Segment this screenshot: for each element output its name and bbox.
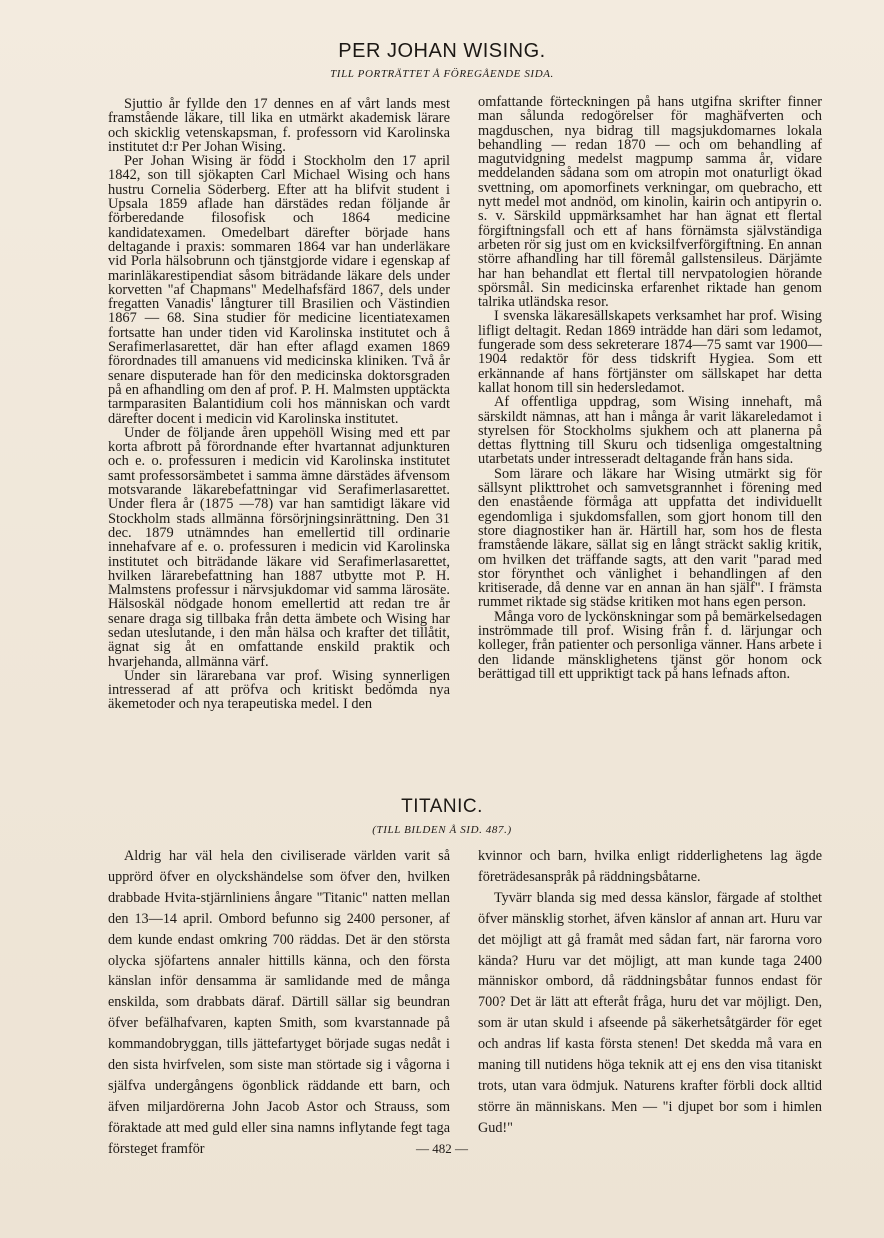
article-title-wising: PER JOHAN WISING. [338,40,546,62]
paragraph: Som lärare och läkare har Wising utmärkt sig för sällsynt plikttrohet och samvetsgrannhet i förening med den enastående förmåga att uppfatta det individuellt egendomliga i sjukdomsfallen, som gjort honom till den store diagnostiker han är. Härtill har, som hos de flesta framstående läkare, sällat sig en långt sträckt saklig kritik, om hvilken det träffande sagts, att den varit "parad med stor förynthet och vänlighet i behandlingen af den kritiserade, då denne var en annan än han själf". I främsta rummet riktade sig städse kritiken mot hans egen person. [478,465,822,611]
paragraph: Sjuttio år fyllde den 17 dennes en af vårt lands mest framstående läkare, till lika en utmärkt akademisk lärare och skicklig vetenskapsman, f. professorn vid Karolinska institutet d:r Per Johan Wising. [108,96,450,155]
article-title-titanic: TITANIC. [401,796,483,817]
paragraph: I svenska läkaresällskapets verksamhet har prof. Wising lifligt deltagit. Redan 1869 inträdde han däri som ledamot, fungerade som dess sekreterare 1874—75 samt var 1900—1904 redaktör för dess tidskrift Hygiea. Som ett erkännande af hans förtjänster om sällskapet har detta kallat honom till sin hedersledamot. [478,308,822,396]
paragraph: Tyvärr blanda sig med dessa känslor, färgade af stolthet öfver mänsklig storhet, äfven känslor af annan art. Huru var det möjligt att gå framåt med sådan fart, när farorna voro kända? Huru var det möjligt, att man kunde taga 2400 människor ombord, då räddningsbåtar funnos endast för 700? Det är lätt att efteråt fråga, huru det var möjligt. Den, som är utan skuld i afseende på säkerhetsåtgärder för eget och andras lif kasta första stenen! Det skedda må vara en maning till nutidens höga teknik att ej ens den visa titaniskt trots, utan vara ödmjuk. Naturens krafter förbli dock alltid större än människans. Men — "i djupet bor som i himlen Gud!" [478,889,822,1136]
titanic-column-left [108,846,450,1160]
titanic-column-right [478,846,822,1139]
paragraph: Af offentliga uppdrag, som Wising innehaft, må särskildt nämnas, att han i många år varit läkareledamot i styrelsen för Stockholms sjukhem och att planerna på dettas flyttning till Skuru och tidsenliga omgestaltning utarbetats under intresseradt deltagande från hans sida. [478,394,822,468]
paragraph: Många voro de lyckönskningar som på bemärkelsedagen inströmmade till prof. Wising från f. d. lärjungar och kolleger, från patienter och personliga vänner. Hans arbete i den lidande mänsklighetens tjänst gör honom ock berättigad till ett uppriktigt tack på hans lefnads afton. [478,608,822,682]
paragraph: Aldrig har väl hela den civiliserade världen varit så upprörd öfver en olyckshändelse som öfver den, hvilken drabbade Hvita-stjärnliniens ångare "Titanic" natten mellan den 13—14 april. Ombord befunno sig 2400 personer, af dem kunde endast omkring 700 räddas. Det är den största olycka sjöfartens annaler hittills känna, och den första känslan inför densamma är samlidande med de många enskilda, som drabbats däraf. Därtill sällar sig beundran öfver befälhafvaren, kapten Smith, som kvarstannade på kommandobryggan, tills jättefartyget började sugas nedåt i den sista hvirfvelen, som siste man störtade sig i vågorna i själfva undergångens ögonblick räddande ett barn, och äfven miljardörerna John Jacob Astor och Strauss, som föraktade att med guld eller sina namns inflytande fegt taga försteget framför [108,848,450,1157]
paragraph: Per Johan Wising är född i Stockholm den 17 april 1842, son till sjökapten Carl Michael Wising och hans hustru Cornelia Söderberg. Efter att ha blifvit student i Upsala 1859 aflade han därstädes redan följande år förberedande filosofisk och 1864 medicine kandidatexamen. Omedelbart därefter började hans deltagande i praxis: sommaren 1864 var han underläkare vid Porla hälsobrunn och tjänstgjorde vidare i egenskap af marinläkarestipendiat såsom biträdande läkare dels under korvetten "af Chapmans" Medelhafsfärd 1867, dels under fregatten Vanadis' långturer till Brasilien och Västindien 1867 — 68. Sina studier för medicine licentiatexamen fortsatte han under tiden vid Karolinska institutet och å Serafimerlasarettet, där han efter aflagd examen 1869 förordnades till amanuens vid medicinska kliniken. Två år senare disputerade han för den medicinska doktorsgraden på en afhandling om den af prof. P. H. Malmsten upptäckta tarmparasiten Balantidium coli hos människan och vardt därefter docent i medicin vid Karolinska institutet. [108,153,450,427]
article-subtitle-titanic: (TILL BILDEN Å SID. 487.) [372,824,512,836]
page-number: — 482 — [416,1141,468,1156]
wising-column-right [478,95,822,681]
paragraph: Under de följande åren uppehöll Wising med ett par korta afbrott på förordnande efter hvartannat adjunkturen och e. o. professuren i medicin vid Karolinska institutet samt professorsämbetet i samma ämne därstädes äfvensom motsvarande läkarebefattningar vid Serafimerlasarettet. Under flera år (1875 —78) var han samtidigt läkare vid Stockholm stads allmänna försörjningsinrättning. Den 31 dec. 1879 utnämndes han emellertid till ordinarie innehafvare af e. o. professuren i medicin vid Karolinska institutet och biträdande läkare vid Serafimerlasarettet, hvilken lärarebefattning han 1887 utbytte mot P. H. Malmstens professur i närvsjukdomar vid samma lärosäte. Hälsoskäl nödgade honom emellertid att redan tre år senare draga sig tillbaka från detta ämbete och Wising har sedan uteslutande, i den mån hälsa och krafter det tillåtit, ägnat sig åt en omfattande enskild praktik och hvarjehanda, allmänna värf. [108,424,450,670]
paragraph: Under sin lärarebana var prof. Wising synnerligen intresserad af att pröfva och kritiskt bedömda nya äkemetoder och nya terapeutiska medel. I den [108,667,450,713]
paragraph: kvinnor och barn, hvilka enligt ridderlighetens lag ägde företrädesanspråk på räddningsbåtarne. [478,848,822,885]
article-subtitle-wising: TILL PORTRÄTTET Å FÖREGÅENDE SIDA. [330,68,554,80]
wising-column-left [108,97,450,712]
paragraph: omfattande förteckningen på hans utgifna skrifter finner man sålunda redogörelser för maghäfverten och magduschen, nya bidrag till magsjukdomarnes lokala behandling — redan 1870 — och om behandling af magutvidgning medelst magpump samma år, vidare meddelanden sådana som om atropin mot onaturligt ökad svettning, om apomorfinets verkningar, om quebracho, ett nytt medel mot andnöd, om kinolin, kairin och antipyrin o. s. v. Särskild uppmärksamhet har han ägnat ett flertal förgiftningsfall och ett af hans förnämsta självständiga arbeten rör sig just om en kvicksilfverförgiftning. En annan större afhandling har till föremål gallstensileus. Därjämte har han behandlat ett flertal till nervpatologien hörande spörsmål. Sin medicinska erfarenhet riktade han genom talrika utländska resor. [478,94,822,311]
